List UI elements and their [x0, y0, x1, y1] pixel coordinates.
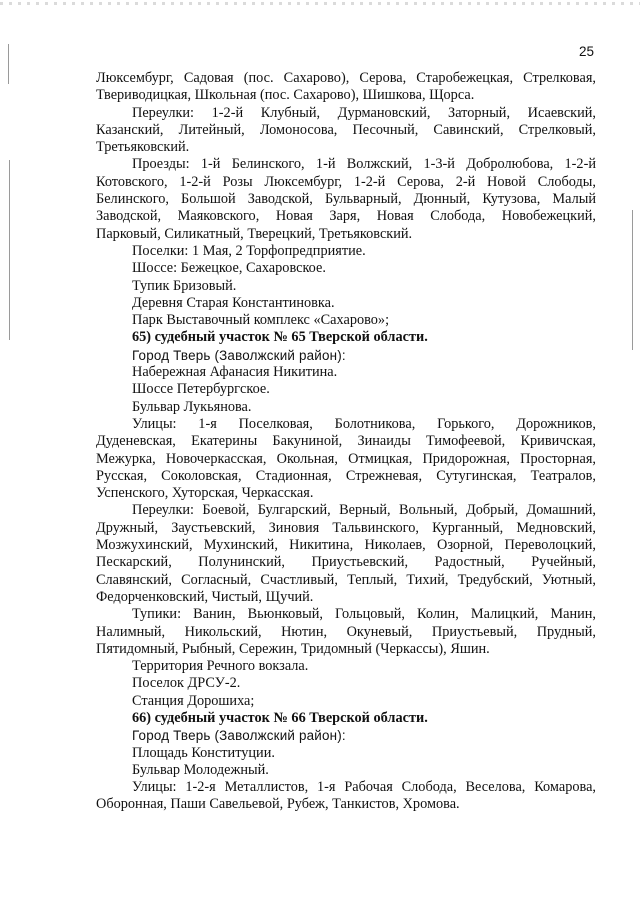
text-line: Переулки: 1-2-й Клубный, Дурмановский, Заторный, Исаевский, [132, 104, 596, 121]
text-line: Площадь Конституции. [132, 744, 275, 761]
text-line: Федорченковский, Чистый, Щучий. [96, 588, 314, 605]
text-line: Пескарский, Полунинский, Приустьевский, Радостный, Ручейный, [96, 554, 596, 571]
text-line: Межурка, Новочеркасская, Окольная, Отмицкая, Придорожная, Просторная, [96, 450, 596, 467]
text-line: Русская, Соколовская, Стадионная, Стрежневая, Сутугинская, Театралов, [96, 467, 596, 484]
scan-top-edge [0, 2, 640, 5]
scan-margin-mark [9, 160, 10, 340]
text-line: Станция Дорошиха; [132, 692, 255, 709]
text-line: Парк Выставочный комплекс «Сахарово»; [132, 312, 390, 329]
text-line: Шоссе: Бежецкое, Сахаровское. [132, 260, 326, 277]
text-line: Переулки: Боевой, Булгарский, Верный, Вольный, Добрый, Домашний, [132, 502, 596, 519]
text-line: Заводской, Маяковского, Новая Заря, Новая Слобода, Новобежецкий, [96, 208, 596, 225]
section-heading: 66) судебный участок № 66 Тверской области. [132, 709, 428, 726]
text-line: Налимный, Никольский, Нютин, Окуневый, Приустьевый, Прудный, [96, 623, 596, 640]
text-line: Проезды: 1-й Белинского, 1-й Волжский, 1-3-й Добролюбова, 1-2-й [132, 156, 596, 173]
text-line: Мозжухинский, Мухинский, Никитина, Николаев, Озорной, Переволоцкий, [96, 537, 596, 554]
section-heading: 65) судебный участок № 65 Тверской области. [132, 329, 428, 346]
text-line: Дуденевская, Екатерины Бакуниной, Зинаиды Тимофеевой, Кривичская, [96, 433, 596, 450]
text-line: Третьяковский. [96, 139, 190, 156]
text-line: Шоссе Петербургское. [132, 381, 270, 398]
page-number: 25 [579, 44, 595, 59]
text-line: Улицы: 1-2-я Металлистов, 1-я Рабочая Слобода, Веселова, Комарова, [132, 779, 596, 796]
text-line: Поселки: 1 Мая, 2 Торфопредприятие. [132, 242, 366, 259]
text-line: Казанский, Литейный, Ломоносова, Песочный, Савинский, Стрелковый, [96, 121, 596, 138]
text-line: Котовского, 1-2-й Розы Люксембург, 1-2-й Серова, 2-й Новой Слободы, [96, 173, 596, 190]
scan-margin-mark [8, 44, 9, 84]
document-body [96, 70, 596, 814]
text-line: Бульвар Молодежный. [132, 761, 269, 778]
text-line: Парковый, Силикатный, Тверецкий, Третьяковский. [96, 225, 413, 242]
text-line: Твериводицкая, Школьная (пос. Сахарово), Шишкова, Щорса. [96, 87, 475, 104]
text-line: Успенского, Хуторская, Черкасская. [96, 485, 314, 502]
text-line: Набережная Афанасия Никитина. [132, 364, 338, 381]
text-line: Славянский, Согласный, Счастливый, Теплый, Тихий, Тредубский, Уютный, [96, 571, 596, 588]
text-line: Бульвар Лукьянова. [132, 398, 252, 415]
text-line: Люксембург, Садовая (пос. Сахарово), Серова, Старобежецкая, Стрелковая, [96, 70, 596, 86]
text-line: Тупики: Ванин, Вьюнковый, Гольцовый, Колин, Малицкий, Манин, [132, 606, 596, 623]
text-line: Город Тверь (Заволжский район): [132, 347, 346, 363]
text-line: Белинского, Большой Заводской, Бульварный, Дюнный, Кутузова, Малый [96, 191, 596, 208]
text-line: Улицы: 1-я Поселковая, Болотникова, Горького, Дорожников, [132, 415, 596, 432]
text-line: Тупик Бризовый. [132, 277, 237, 294]
text-line: Оборонная, Паши Савельевой, Рубеж, Танкистов, Хромова. [96, 796, 460, 813]
text-line: Поселок ДРСУ-2. [132, 675, 241, 692]
text-line: Пятидомный, Рыбный, Сережин, Тридомный (Черкассы), Яшин. [96, 640, 490, 657]
text-line: Деревня Старая Константиновка. [132, 294, 335, 311]
text-line: Территория Речного вокзала. [132, 658, 309, 675]
text-line: Город Тверь (Заволжский район): [132, 728, 346, 744]
scan-margin-mark [632, 210, 633, 350]
text-line: Дружный, Заустьевский, Зиновия Тальвинского, Курганный, Медновский, [96, 519, 596, 536]
